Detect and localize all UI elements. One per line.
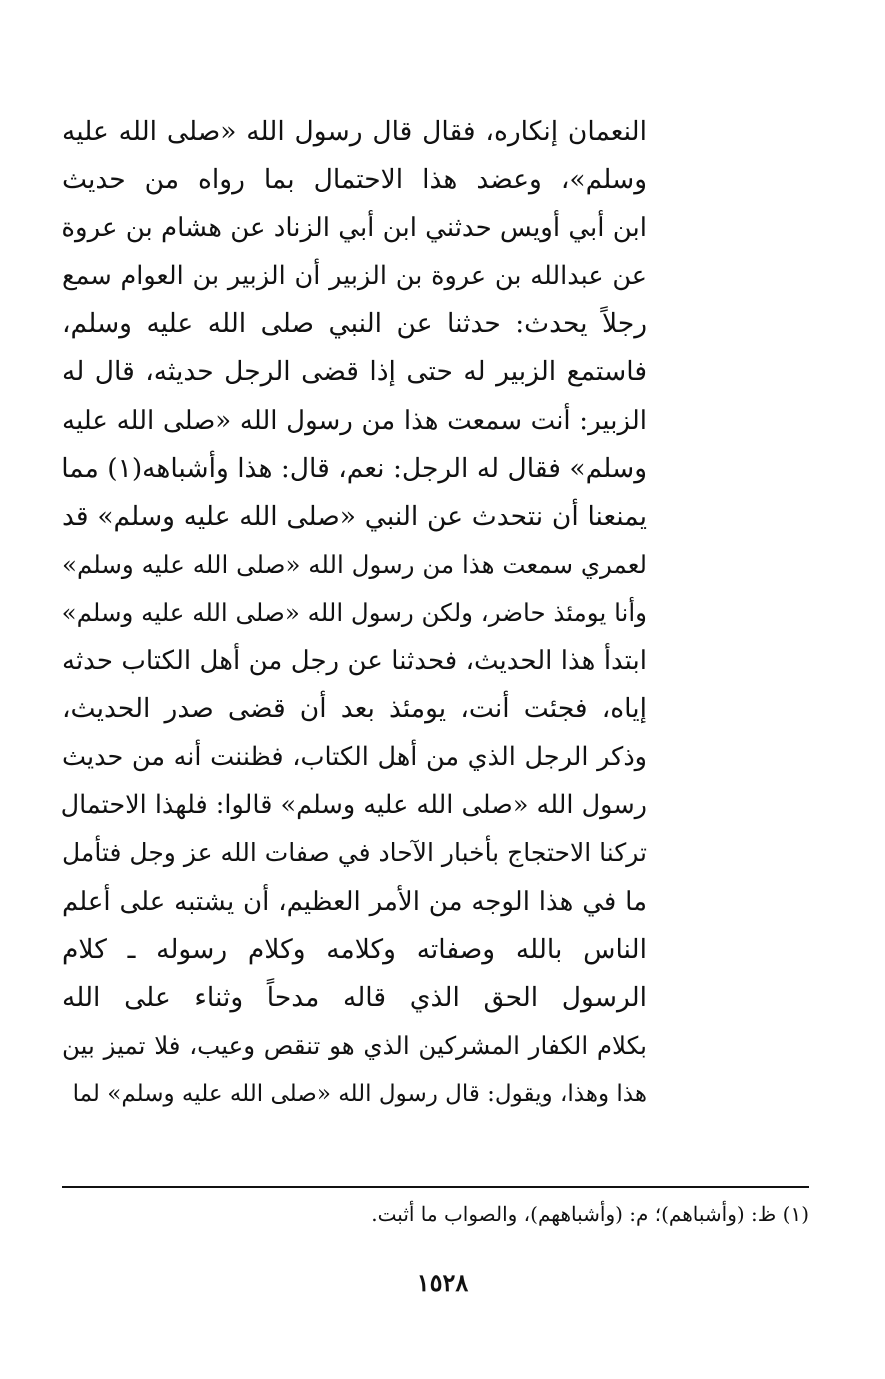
text-line: بكلام الكفار المشركين الذي هو تنقص وعيب، فلا تميز بين — [62, 1030, 647, 1060]
main-text — [62, 108, 647, 1118]
text-line: وأنا يومئذ حاضر، ولكن رسول الله «صلى الله عليه وسلم» — [61, 597, 647, 627]
text-line: الناس بالله وصفاته وكلامه وكلام رسوله ـ كلام — [62, 933, 647, 965]
text-line: الزبير: أنت سمعت هذا من رسول الله «صلى الله عليه — [62, 405, 647, 436]
text-line: هذا وهذا، ويقول: قال رسول الله «صلى الله عليه وسلم» لما — [72, 1080, 647, 1107]
text-line: يمنعنا أن نتحدث عن النبي «صلى الله عليه وسلم» قد — [62, 500, 647, 532]
text-line: رسول الله «صلى الله عليه وسلم» قالوا: فلهذا الاحتمال — [60, 790, 647, 821]
text-line: النعمان إنكاره، فقال قال رسول الله «صلى الله عليه — [62, 116, 647, 147]
text-line: ابتدأ هذا الحديث، فحدثنا عن رجل من أهل الكتاب حدثه — [62, 646, 647, 677]
text-line: ما في هذا الوجه من الأمر العظيم، أن يشتبه على أعلم — [62, 886, 647, 917]
text-line: وسلم» فقال له الرجل: نعم، قال: هذا وأشباهه(١) مما — [61, 452, 647, 484]
text-line: لعمري سمعت هذا من رسول الله «صلى الله عليه وسلم» — [62, 549, 647, 579]
text-line: فاستمع الزبير له حتى إذا قضى الرجل حديثه، قال له — [62, 356, 647, 388]
text-line: الرسول الحق الذي قاله مدحاً وثناء على الله — [62, 981, 647, 1013]
page-number: ١٥٢٨ — [416, 1268, 469, 1297]
text-line: رجلاً يحدث: حدثنا عن النبي صلى الله عليه وسلم، — [62, 308, 647, 340]
footnote: (١) ظ: (وأشباهم)؛ م: (وأشباههم)، والصواب ما أثبت. — [371, 1202, 809, 1226]
text-line: وسلم»، وعضد هذا الاحتمال بما رواه من حديث — [62, 164, 647, 196]
text-line: تركنا الاحتجاج بأخبار الآحاد في صفات الله عز وجل فتأمل — [62, 838, 647, 868]
text-line: وذكر الرجل الذي من أهل الكتاب، فظننت أنه من حديث — [62, 742, 647, 773]
text-line: عن عبدالله بن عروة بن الزبير أن الزبير بن العوام سمع — [62, 261, 647, 292]
footnote-divider — [62, 1186, 809, 1188]
text-line: ابن أبي أويس حدثني ابن أبي الزناد عن هشام بن عروة — [61, 213, 647, 244]
text-line: إياه، فجئت أنت، يومئذ بعد أن قضى صدر الحديث، — [62, 693, 647, 725]
